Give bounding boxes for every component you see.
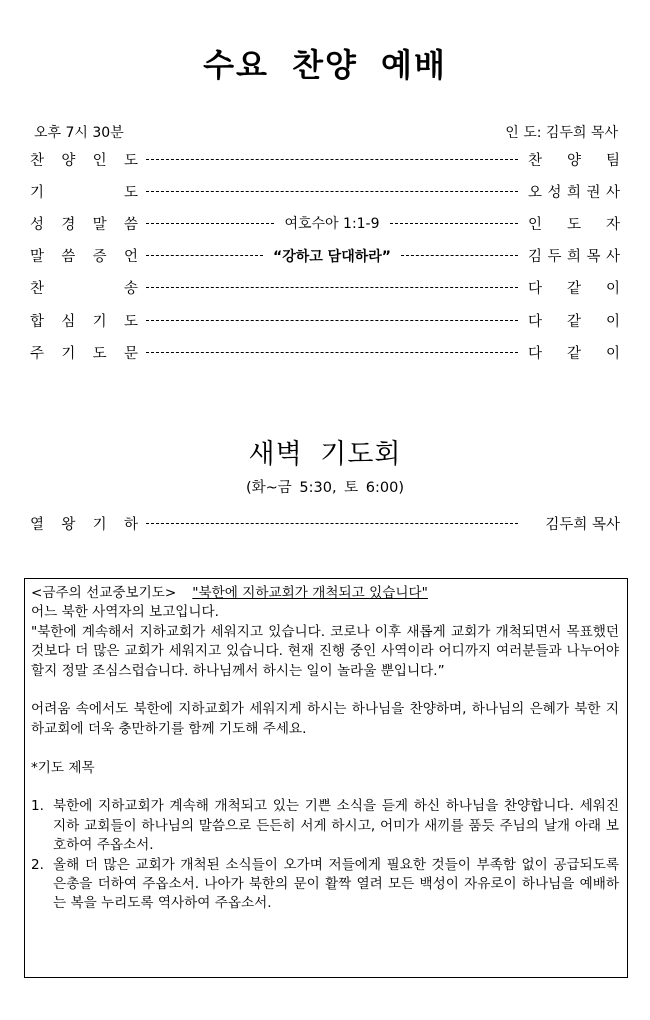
page-title: 수요 찬양 예배 <box>203 46 447 84</box>
order-row <box>30 212 620 234</box>
order-person: 다 같 이 <box>528 345 620 362</box>
dash-leader <box>146 159 518 160</box>
order-row <box>30 309 620 331</box>
order-label: 합 심 기 도 <box>30 313 138 330</box>
prayer-item-number: 1. <box>31 798 44 815</box>
order-row <box>30 245 620 267</box>
prayer-item-text: 북한에 지하교회가 계속해 개척되고 있는 기쁜 소식을 듣게 하신 하나님을 찬양합니다. 세워진 지하 교회들이 하나님의 말씀으로 든든히 서게 하시고, 어미가 새끼를 품듯 주님의 날개 아래 보호하여 주옵소서. <box>53 798 619 854</box>
order-row <box>30 148 620 170</box>
mission-body: 어려움 속에서도 북한에 지하교회가 세워지게 하시는 하나님을 찬양하며, 하나님의 은혜가 북한 지하교회에 더욱 충만하기를 함께 기도해 주세요. <box>31 701 619 737</box>
order-person: 인 도 자 <box>528 216 620 233</box>
order-detail: 여호수아 1:1-9 <box>284 216 380 233</box>
order-row <box>30 512 620 534</box>
order-person: 다 같 이 <box>528 281 620 298</box>
order-row <box>30 341 620 363</box>
order-label: 찬 송 <box>30 281 138 298</box>
dash-leader <box>146 352 518 353</box>
prayer-item <box>31 797 619 855</box>
order-label: 기 도 <box>30 184 138 201</box>
prayer-item <box>31 856 619 914</box>
order-label: 말 씀 증 언 <box>30 249 138 266</box>
dawn-prayer-time: (화~금 5:30, 토 6:00) <box>245 480 405 496</box>
dash-leader <box>146 320 518 321</box>
mission-heading: <금주의 선교중보기도> <box>31 585 177 601</box>
dash-leader <box>146 246 518 266</box>
mission-prayer-box <box>24 578 628 978</box>
order-row <box>30 180 620 202</box>
order-label: 성 경 말 씀 <box>30 216 138 233</box>
prayer-item-number: 2. <box>31 856 44 873</box>
prayer-list <box>31 797 619 913</box>
prayer-title: *기도 제목 <box>31 759 95 776</box>
order-label: 주 기 도 문 <box>30 345 138 362</box>
order-person: 오 성 희 권 사 <box>528 184 620 201</box>
dawn-prayer-title: 새벽 기도회 <box>248 439 402 470</box>
order-person: 찬 양 팀 <box>528 152 620 169</box>
service-meta <box>34 122 618 142</box>
mission-subject: "북한에 지하교회가 개척되고 있습니다" <box>192 585 428 601</box>
mission-intro: 어느 북한 사역자의 보고입니다. <box>31 604 219 621</box>
order-label: 찬 양 인 도 <box>30 152 138 169</box>
order-row <box>30 277 620 299</box>
mission-quote: "북한에 계속해서 지하교회가 세워지고 있습니다. 코로나 이후 새롭게 교회가 개척되면서 목표했던 것보다 더 많은 교회가 세워지고 있습니다. 현재 진행 중인 사역이라 어디까지 여러분들과 나누어야 할지 정말 조심스럽습니다. 하나님께서 하시는 일이 놀라울 뿐입니다.” <box>31 623 619 679</box>
order-person: 김두희 목사 <box>545 516 620 533</box>
order-detail: “강하고 담대하라” <box>273 248 391 265</box>
order-person: 다 같 이 <box>528 313 620 330</box>
dash-leader <box>146 523 518 524</box>
dash-leader <box>146 213 518 233</box>
prayer-item-text: 올해 더 많은 교회가 개척된 소식들이 오가며 저들에게 필요한 것들이 부족함 없이 공급되도록 은총을 더하여 주옵소서. 나아가 북한의 문이 활짝 열려 모든 백성이 자유로이 하나님을 예배하는 복을 누리도록 역사하여 주옵소서. <box>53 856 619 912</box>
mission-header <box>31 584 619 603</box>
dash-leader <box>146 191 518 192</box>
dash-leader <box>146 287 518 288</box>
service-leader: 인 도: 김두희 목사 <box>505 125 618 141</box>
order-label: 열 왕 기 하 <box>30 516 138 533</box>
order-person: 김 두 희 목 사 <box>528 249 620 266</box>
service-time: 오후 7시 30분 <box>34 125 124 141</box>
